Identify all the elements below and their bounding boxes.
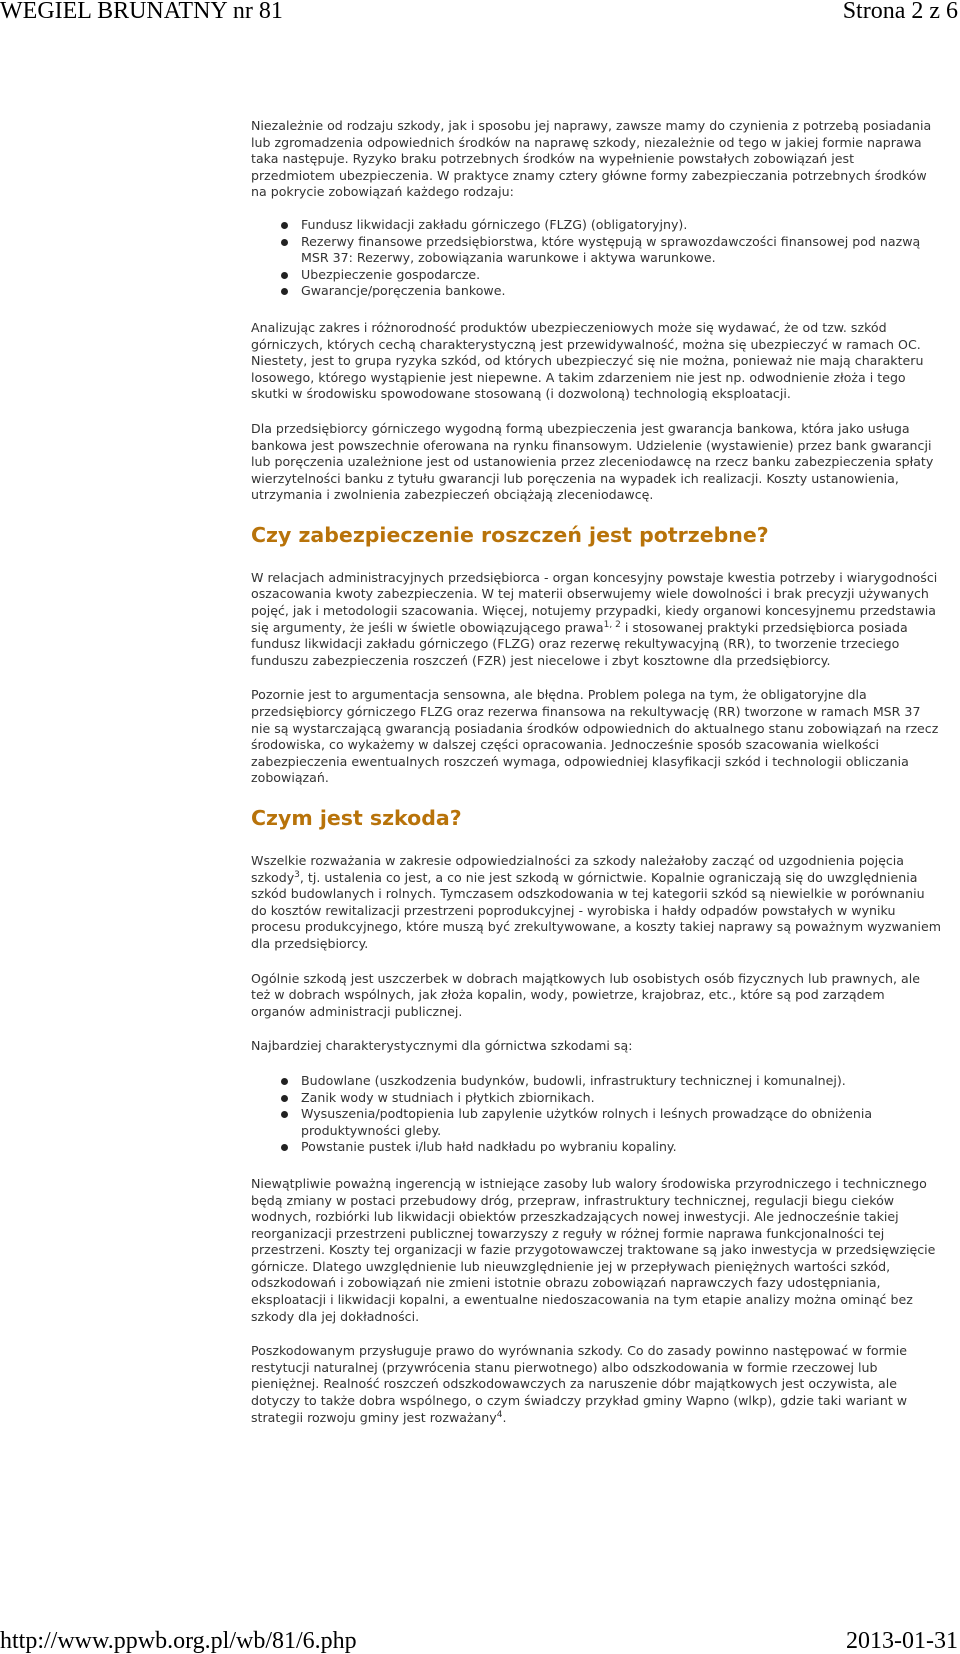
section2-paragraph-2: Ogólnie szkodą jest uszczerbek w dobrach majątkowych lub osobistych osób fizycznych lub prawnych, ale też w dobrach wspólnych, jak złoża kopalin, wody, powietrze, krajobraz, etc., które są pod zarządem organów administracji publicznej. (251, 970, 920, 1019)
section1-paragraph-1: W relacjach administracyjnych przedsiębiorca - organ koncesyjny powstaje kwestia potrzeby i wiarygodności oszacowania kwoty zabezpieczenia. W tej materii obserwujemy wiele dowolności i brak precyzji używanych pojęć, jak i metodologii szacowania. Więcej, notujemy przypadki, kiedy organowi koncesyjnemu przedstawia się argumenty, że jeśli w świetle obowiązującego prawa$^{1, 2}$ i stosowanej praktyki przedsiębiorca posiada fundusz likwidacji zakładu górniczego (FLZG) oraz rezerwę rekultywacyjną (RR), to tworzenie trzeciego funduszu zabezpieczenia roszczeń (FZR) jest niecelowe i zbyt kosztowne dla przedsiębiorcy. (251, 569, 938, 668)
bullet-icon (281, 288, 288, 295)
bullet-icon (281, 222, 288, 229)
list-item: Budowlane (uszkodzenia budynków, budowli, infrastruktury technicznej i komunalnej). (301, 1073, 941, 1090)
intro-paragraph-2: Analizując zakres i różnorodność produktów ubezpieczeniowych może się wydawać, że od tzw. szkód górniczych, których cechą charakterystyczną jest przewidywalność, można się ubezpieczyć w ramach OC. Niestety, jest to grupa ryzyka szkód, od których ubezpieczyć się nie można, ponieważ nie mają charakteru losowego, którego wystąpienie jest niepewne. A takim zdarzeniem nie jest np. odwodnienie złoża i tego skutki w środowisku spowodowane stosowaną (i dozwoloną) technologią eksploatacji. (251, 319, 924, 402)
list-item: Wysuszenia/podtopienia lub zapylenie użytków rolnych i leśnych prowadzące do obniżenia produktywności gleby. (301, 1106, 941, 1139)
section2-paragraph-5: Poszkodowanym przysługuje prawo do wyrównania szkody. Co do zasady powinno następować w formie restytucji naturalnej (przywrócenia stanu pierwotnego) albo odszkodowania w formie rzeczowej lub pieniężnej. Realność roszczeń odszkodowawczych za naruszenie dóbr majątkowych jest oczywista, ale dotyczy to także dobra wspólnego, o czym świadczy przykład gminy Wapno (wlkp), gdzie taki wariant w strategii rozwoju gminy jest rozważany$^4$. (251, 1343, 908, 1425)
section-heading-security: Czy zabezpieczenie roszczeń jest potrzebne? (251, 522, 769, 547)
page-number: Strona 2 z 6 (842, 0, 958, 24)
bullet-icon (281, 1078, 288, 1085)
list-item: Fundusz likwidacji zakładu górniczego (FLZG) (obligatoryjny). (301, 217, 941, 234)
list-item: Zanik wody w studniach i płytkich zbiornikach. (301, 1090, 941, 1107)
section2-paragraph-3: Najbardziej charakterystycznymi dla górnictwa szkodami są: (251, 1038, 633, 1054)
article-content (251, 118, 941, 1444)
section1-paragraph-2: Pozornie jest to argumentacja sensowna, ale błędna. Problem polega na tym, że obligatoryjne dla przedsiębiorcy górniczego FLZG oraz rezerwa finansowa na rekultywację (RR) tworzone w ramach MSR 37 nie są wystarczającą gwarancją posiadania środków odpowiednich do aktualnego stanu zobowiązań na rzecz środowiska, co wykażemy w dalszej części opracowania. Jednocześnie sposób szacowania wielkości zabezpieczenia ewentualnych roszczeń wymaga, odpowiedniej klasyfikacji szkód i technologii obliczania zobowiązań. (251, 687, 939, 786)
footnote-ref[interactable]: 1, 2 (603, 619, 621, 630)
list-item: Powstanie pustek i/lub hałd nadkładu po wybraniu kopaliny. (301, 1139, 941, 1156)
intro-paragraph-3: Dla przedsiębiorcy górniczego wygodną formą ubezpieczenia jest gwarancja bankowa, która jako usługa bankowa jest powszechnie oferowana na rynku finansowym. Udzielenie (wystawienie) przez bank gwarancji lub poręczenia uzależnione jest od ustanowienia przez zleceniodawcę na rzecz banku zabezpieczenia spłaty wierzytelności banku z tytułu gwarancji lub poręczenia na wypadek ich realizacji. Koszty ustanowienia, utrzymania i zwolnienia zabezpieczeń obciążają zleceniodawcę. (251, 420, 934, 503)
footnote-ref[interactable]: 4 (496, 1409, 503, 1420)
list-item: Gwarancje/poręczenia bankowe. (301, 283, 941, 300)
bullet-icon (281, 1095, 288, 1102)
bullet-icon (281, 239, 288, 246)
list-item: Ubezpieczenie gospodarcze. (301, 267, 941, 284)
damage-types-list (251, 1073, 941, 1156)
section-heading-damage: Czym jest szkoda? (251, 806, 462, 830)
bullet-icon (281, 1111, 288, 1118)
list-item: Rezerwy finansowe przedsiębiorstwa, które występują w sprawozdawczości finansowej pod nazwą MSR 37: Rezerwy, zobowiązania warunkowe i aktywa warunkowe. (301, 234, 941, 267)
intro-paragraph-1: Niezależnie od rodzaju szkody, jak i sposobu jej naprawy, zawsze mamy do czynienia z potrzebą posiadania lub zgromadzenia odpowiednich środków na naprawę szkody, niezależnie od tego w jakiej formie naprawa taka następuje. Ryzyko braku potrzebnych środków na wypełnienie powstałych zobowiązań jest przedmiotem ubezpieczenia. W praktyce znamy cztery główne formy zabezpieczania potrzebnych środków na pokrycie zobowiązań każdego rodzaju: (251, 118, 932, 200)
section2-paragraph-4: Niewątpliwie poważną ingerencją w istniejące zasoby lub walory środowiska przyrodniczego i technicznego będą zmiany w postaci przebudowy dróg, przepraw, infrastruktury technicznej, regulacji biegu cieków wodnych, rozbiórki lub likwidacji obiektów przeszkadzających nowej inwestycji. Ale jednocześnie takiej reorganizacji przestrzeni publicznej towarzyszy z reguły w różnej formie naprawa funkcjonalności tej przestrzeni. Koszty tej organizacji w fazie przygotowawczej traktowane są jako inwestycja w przedsięwzięcie górnicze. Dlatego uwzględnienie lub nieuwzględnienie jej w przepływach pieniężnych wartości szkód, odszkodowań i zobowiązań nie zmieni istotnie obrazu zobowiązań naprawczych fazy udostępniania, eksploatacji i likwidacji kopalni, a ewentualne niedoszacowania na tym etapie analizy można ominąć bez szkody dla jej dokładności. (251, 1175, 936, 1324)
bullet-icon (281, 272, 288, 279)
footnote-ref[interactable]: 3 (294, 869, 300, 880)
security-forms-list (251, 217, 941, 300)
bullet-icon (281, 1144, 288, 1151)
section2-paragraph-1: Wszelkie rozważania w zakresie odpowiedzialności za szkody należałoby zacząć od uzgodnienia pojęcia szkody$^3$, tj. ustalenia co jest, a co nie jest szkodą w górnictwie. Kopalnie ograniczają się do uwzględnienia szkód budowlanych i rolnych. Tymczasem odszkodowania w tej kategorii szkód są niewielkie w porównaniu do kosztów rewitalizacji przestrzeni poprodukcyjnej - wyrobiska i hałdy odpadów powstałych w wyniku procesu produkcyjnego, które muszą być zrekultywowane, a koszty takiej naprawy są poważnym wyzwaniem dla przedsiębiorcy. (251, 853, 941, 951)
print-date: 2013-01-31 (846, 1628, 958, 1654)
document-title: WEGIEL BRUNATNY nr 81 (0, 0, 283, 24)
page-url[interactable]: http://www.ppwb.org.pl/wb/81/6.php (0, 1628, 357, 1654)
